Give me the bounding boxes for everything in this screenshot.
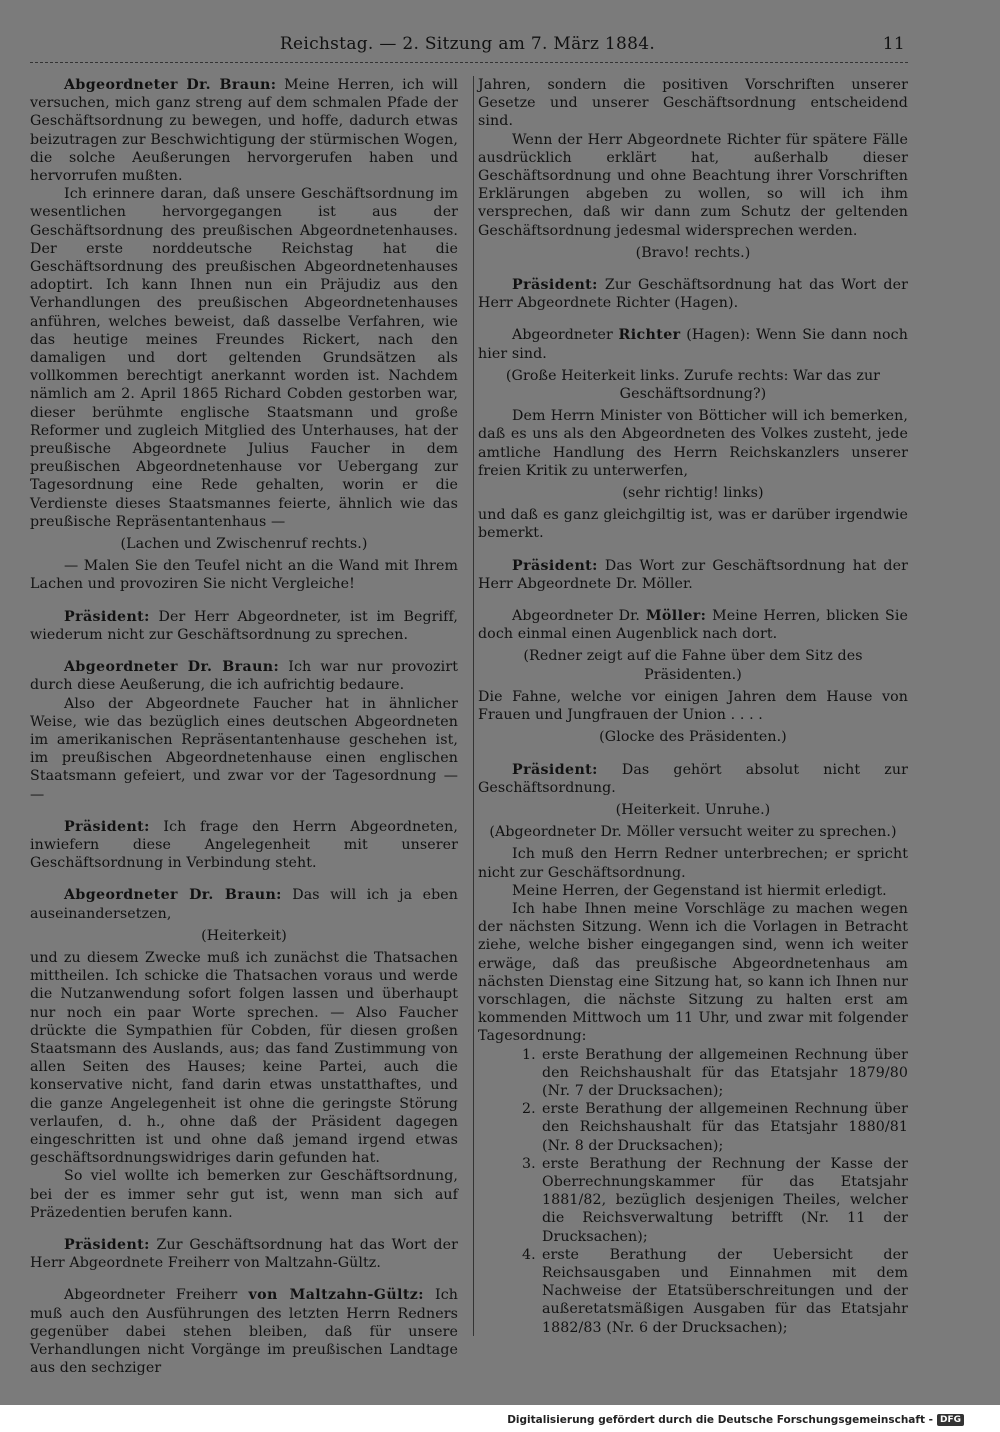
speaker: Präsident:	[512, 277, 598, 294]
right-column	[478, 76, 908, 1337]
speech-text: Das gehört absolut nicht zur Geschäftsordnung.	[478, 761, 908, 796]
interjection: (Große Heiterkeit links. Zurufe rechts: War das zur Geschäftsordnung?)	[505, 367, 881, 403]
speaker-prefix: Abgeordneter Freiherr	[64, 1287, 238, 1304]
interjection: (Bravo! rechts.)	[635, 244, 751, 261]
page-number: 11	[882, 34, 905, 54]
speaker: Präsident:	[64, 1236, 150, 1253]
paragraph	[30, 1286, 458, 1377]
speaker: Präsident:	[64, 818, 150, 835]
paragraph: Ich erinnere daran, daß unsere Geschäftsordnung im wesentlichen hervorgegangen ist aus der Geschäftsordnung des preußischen Abgeordnetenhauses. Der erste norddeutsche Reichstag hat die Geschäftsordnung des preußischen Abgeordnetenhauses adoptirt. Ich kann Ihnen nun ein Präjudiz aus den Verhandlungen des preußischen Abgeordnetenhauses anführen, welches beweist, daß dasselbe Verfahren, wie das heutige meines Freundes Rickert, nach den damaligen und dort geltenden Grundsätzen als vollkommen berechtigt anerkannt worden ist. Nachdem nämlich am 2. April 1865 Richard Cobden gestorben war, dieser berühmte englische Staatsmann und große Reformer und zugleich Mitglied des Unterhauses, hat der preußische Abgeordnete Julius Faucher in dem preußischen Abgeordnetenhause vor Uebergang zur Tagesordnung eine Rede gehalten, worin er die Verdienste dieses Staatsmannes feierte, ähnlich wie das preußische Repräsentantenhaus —	[30, 186, 458, 530]
paragraph	[30, 608, 458, 644]
speech-text: Der Herr Abgeordneter, ist im Begriff, wiederum nicht zur Geschäftsordnung zu sprechen.	[30, 608, 458, 643]
speaker: Präsident:	[512, 557, 598, 574]
interjection: (Heiterkeit)	[201, 927, 287, 944]
paragraph: Jahren, sondern die positiven Vorschriften unserer Gesetze und unserer Geschäftsordnung entscheidend sind.	[478, 77, 908, 130]
paragraph	[30, 658, 458, 694]
paragraph: — Malen Sie den Teufel nicht an die Wand mit Ihrem Lachen und provoziren Sie nicht Vergleiche!	[30, 558, 458, 593]
speech-text: (Hagen): Wenn Sie dann noch hier sind.	[478, 327, 908, 362]
speaker: Möller:	[645, 608, 707, 625]
interjection: (Heiterkeit. Unruhe.)	[615, 801, 771, 818]
left-column	[30, 76, 458, 1377]
speaker: Abgeordneter Dr. Braun:	[64, 887, 282, 904]
paragraph: Ich habe Ihnen meine Vorschläge zu machen wegen der nächsten Sitzung. Wenn ich die Vorlagen in Betracht ziehe, welche bisher eingegangen sind, wenn ich weiter erwäge, daß das preußische Abgeordnetenhaus am nächsten Dienstag eine Sitzung hat, so kann ich Ihnen nur vorschlagen, die nächste Sitzung zu halten erst am kommenden Mittwoch um 11 Uhr, und zwar mit folgender Tagesordnung:	[478, 900, 908, 1045]
speech-text: Ich war nur provozirt durch diese Aeußerung, die ich aufrichtig bedaure.	[30, 659, 458, 694]
speaker-prefix: Abgeordneter Dr.	[512, 608, 641, 625]
agenda-item	[522, 1100, 908, 1155]
paragraph	[30, 818, 458, 873]
agenda-item	[522, 1155, 908, 1246]
paragraph	[478, 761, 908, 797]
page-header	[30, 34, 905, 58]
speech-text: Das Wort zur Geschäftsordnung hat der Herr Abgeordnete Dr. Möller.	[478, 557, 908, 592]
paragraph: Dem Herrn Minister von Bötticher will ich bemerken, daß es uns als den Abgeordneten des Volkes zusteht, jede amtliche Handlung des Herrn Reichskanzlers unserer freien Kritik zu unterwerfen,	[478, 408, 908, 479]
paragraph: Die Fahne, welche vor einigen Jahren dem Hause von Frauen und Jungfrauen der Union . . . .	[478, 688, 908, 724]
header-rule	[30, 62, 908, 64]
paragraph	[478, 607, 908, 643]
speaker: von Maltzahn-Gültz:	[248, 1287, 424, 1304]
speaker-prefix: Abgeordneter	[512, 327, 613, 344]
interjection: (Lachen und Zwischenruf rechts.)	[120, 536, 368, 553]
speech-text: Zur Geschäftsordnung hat das Wort der Herr Abgeordnete Freiherr von Maltzahn-Gültz.	[30, 1236, 458, 1272]
agenda-item	[522, 1246, 908, 1337]
agenda-list	[478, 1046, 908, 1337]
speaker: Abgeordneter Dr. Braun:	[64, 77, 277, 93]
agenda-item-text: erste Berathung der Uebersicht der Reichsausgaben und Einnahmen mit dem Nachweise der Etatsüberschreitungen und der außeretatsmäßigen Ausgaben für das Etatsjahr 1882/83 (Nr. 6 der Drucksachen);	[542, 1246, 908, 1336]
speaker: Präsident:	[64, 608, 150, 625]
paragraph: und daß es ganz gleichgiltig ist, was er darüber irgendwie bemerkt.	[478, 507, 908, 542]
dfg-logo: DFG	[937, 1414, 964, 1426]
speech-text: Zur Geschäftsordnung hat das Wort der Herr Abgeordnete Richter (Hagen).	[478, 277, 908, 312]
paragraph: Ich muß den Herrn Redner unterbrechen; er spricht nicht zur Geschäftsordnung.	[478, 846, 908, 881]
interjection: (Abgeordneter Dr. Möller versucht weiter zu sprechen.)	[489, 824, 897, 841]
paragraph	[478, 557, 908, 593]
speaker: Abgeordneter Dr. Braun:	[64, 659, 280, 676]
paragraph	[30, 1236, 458, 1272]
agenda-item-number: 1.	[522, 1046, 536, 1063]
footer	[507, 1414, 964, 1426]
speaker: Richter	[618, 327, 681, 344]
agenda-item-text: erste Berathung der Rechnung der Kasse der Oberrechnungskammer für das Etatsjahr 1881/82, bezüglich desjenigen Theiles, welcher die Reichsverwaltung betrifft (Nr. 11 der Drucksachen);	[542, 1155, 908, 1245]
speech-text: Meine Herren, ich will versuchen, mich ganz streng auf dem schmalen Pfade der Geschäftsordnung zu bewegen, und hoffe, dadurch etwas beizutragen zur Beschwichtigung der stürmischen Wogen, die solche Aeußerungen hervorgerufen haben und hervorrufen mußten.	[30, 77, 458, 185]
agenda-item-number: 3.	[522, 1155, 536, 1172]
paragraph	[30, 76, 458, 185]
speech-text: Meine Herren, blicken Sie doch einmal einen Augenblick nach dort.	[478, 608, 908, 643]
agenda-item-number: 2.	[522, 1101, 536, 1118]
column-divider	[473, 76, 474, 1336]
paragraph: Meine Herren, der Gegenstand ist hiermit erledigt.	[512, 882, 887, 899]
interjection: (Redner zeigt auf die Fahne über dem Sitz des Präsidenten.)	[523, 648, 863, 683]
paragraph	[478, 326, 908, 362]
speech-text: Ich muß auch den Ausführungen des letzten Herrn Redners gegenüber dabei stehen bleiben, daß für unsere Verhandlungen nicht Vorgänge im preußischen Landtage aus den sechziger	[30, 1287, 458, 1377]
paragraph: Also der Abgeordnete Faucher hat in ähnlicher Weise, wie das bezüglich eines deutschen Abgeordneten im amerikanischen Repräsentantenhause geschehen ist, im preußischen Abgeordnetenhause einen englischen Staatsmann gefeiert, und zwar vor der Tagesordnung — —	[30, 695, 458, 803]
agenda-item	[522, 1046, 908, 1101]
paragraph: Wenn der Herr Abgeordnete Richter für spätere Fälle ausdrücklich erklärt hat, außerhalb dieser Geschäftsordnung und ohne Beachtung ihrer Vorschriften Erklärungen abgeben zu wollen, so will ich ihm versprechen, daß wir dann zum Schutz der geltenden Geschäftsordnung jedesmal widersprechen werden.	[478, 131, 908, 239]
footer-credit: Digitalisierung gefördert durch die Deutsche Forschungsgemeinschaft -	[507, 1414, 933, 1426]
speech-text: Ich frage den Herrn Abgeordneten, inwiefern diese Angelegenheit mit unserer Geschäftsordnung in Verbindung steht.	[30, 818, 458, 872]
agenda-item-number: 4.	[522, 1246, 536, 1263]
paragraph: und zu diesem Zwecke muß ich zunächst die Thatsachen mittheilen. Ich schicke die Thatsachen voraus und werde die Nutzanwendung sofort folgen lassen und überhaupt nur noch ein paar Worte sprechen. — Also Faucher drückte die Sympathien für Cobden, für diesen großen Staatsmann des Auslands, aus; das fand Zustimmung von allen Seiten des Hauses; keine Partei, auch die konservative nicht, fand darin etwas unstatthaftes, und die ganze Angelegenheit ist ohne die geringste Störung verlaufen, d. h., ohne daß der Präsident dagegen eingeschritten ist und ohne daß jemand irgend etwas geschäftsordnungswidriges darin gefunden hat.	[30, 949, 458, 1167]
agenda-item-text: erste Berathung der allgemeinen Rechnung über den Reichshaushalt für das Etatsjahr 1880/81 (Nr. 8 der Drucksachen);	[542, 1101, 908, 1154]
running-title: Reichstag. — 2. Sitzung am 7. März 1884.	[279, 34, 656, 54]
paragraph	[30, 886, 458, 922]
speaker: Präsident:	[512, 761, 598, 778]
paragraph	[478, 276, 908, 312]
interjection: (Glocke des Präsidenten.)	[599, 729, 787, 746]
interjection: (sehr richtig! links)	[622, 485, 764, 502]
speech-text: Das will ich ja eben auseinandersetzen,	[30, 887, 458, 922]
paragraph: So viel wollte ich bemerken zur Geschäftsordnung, bei der es immer sehr gut ist, wenn man sich auf Präzedentien berufen kann.	[30, 1168, 458, 1221]
agenda-item-text: erste Berathung der allgemeinen Rechnung über den Reichshaushalt für das Etatsjahr 1879/80 (Nr. 7 der Drucksachen);	[542, 1046, 908, 1099]
